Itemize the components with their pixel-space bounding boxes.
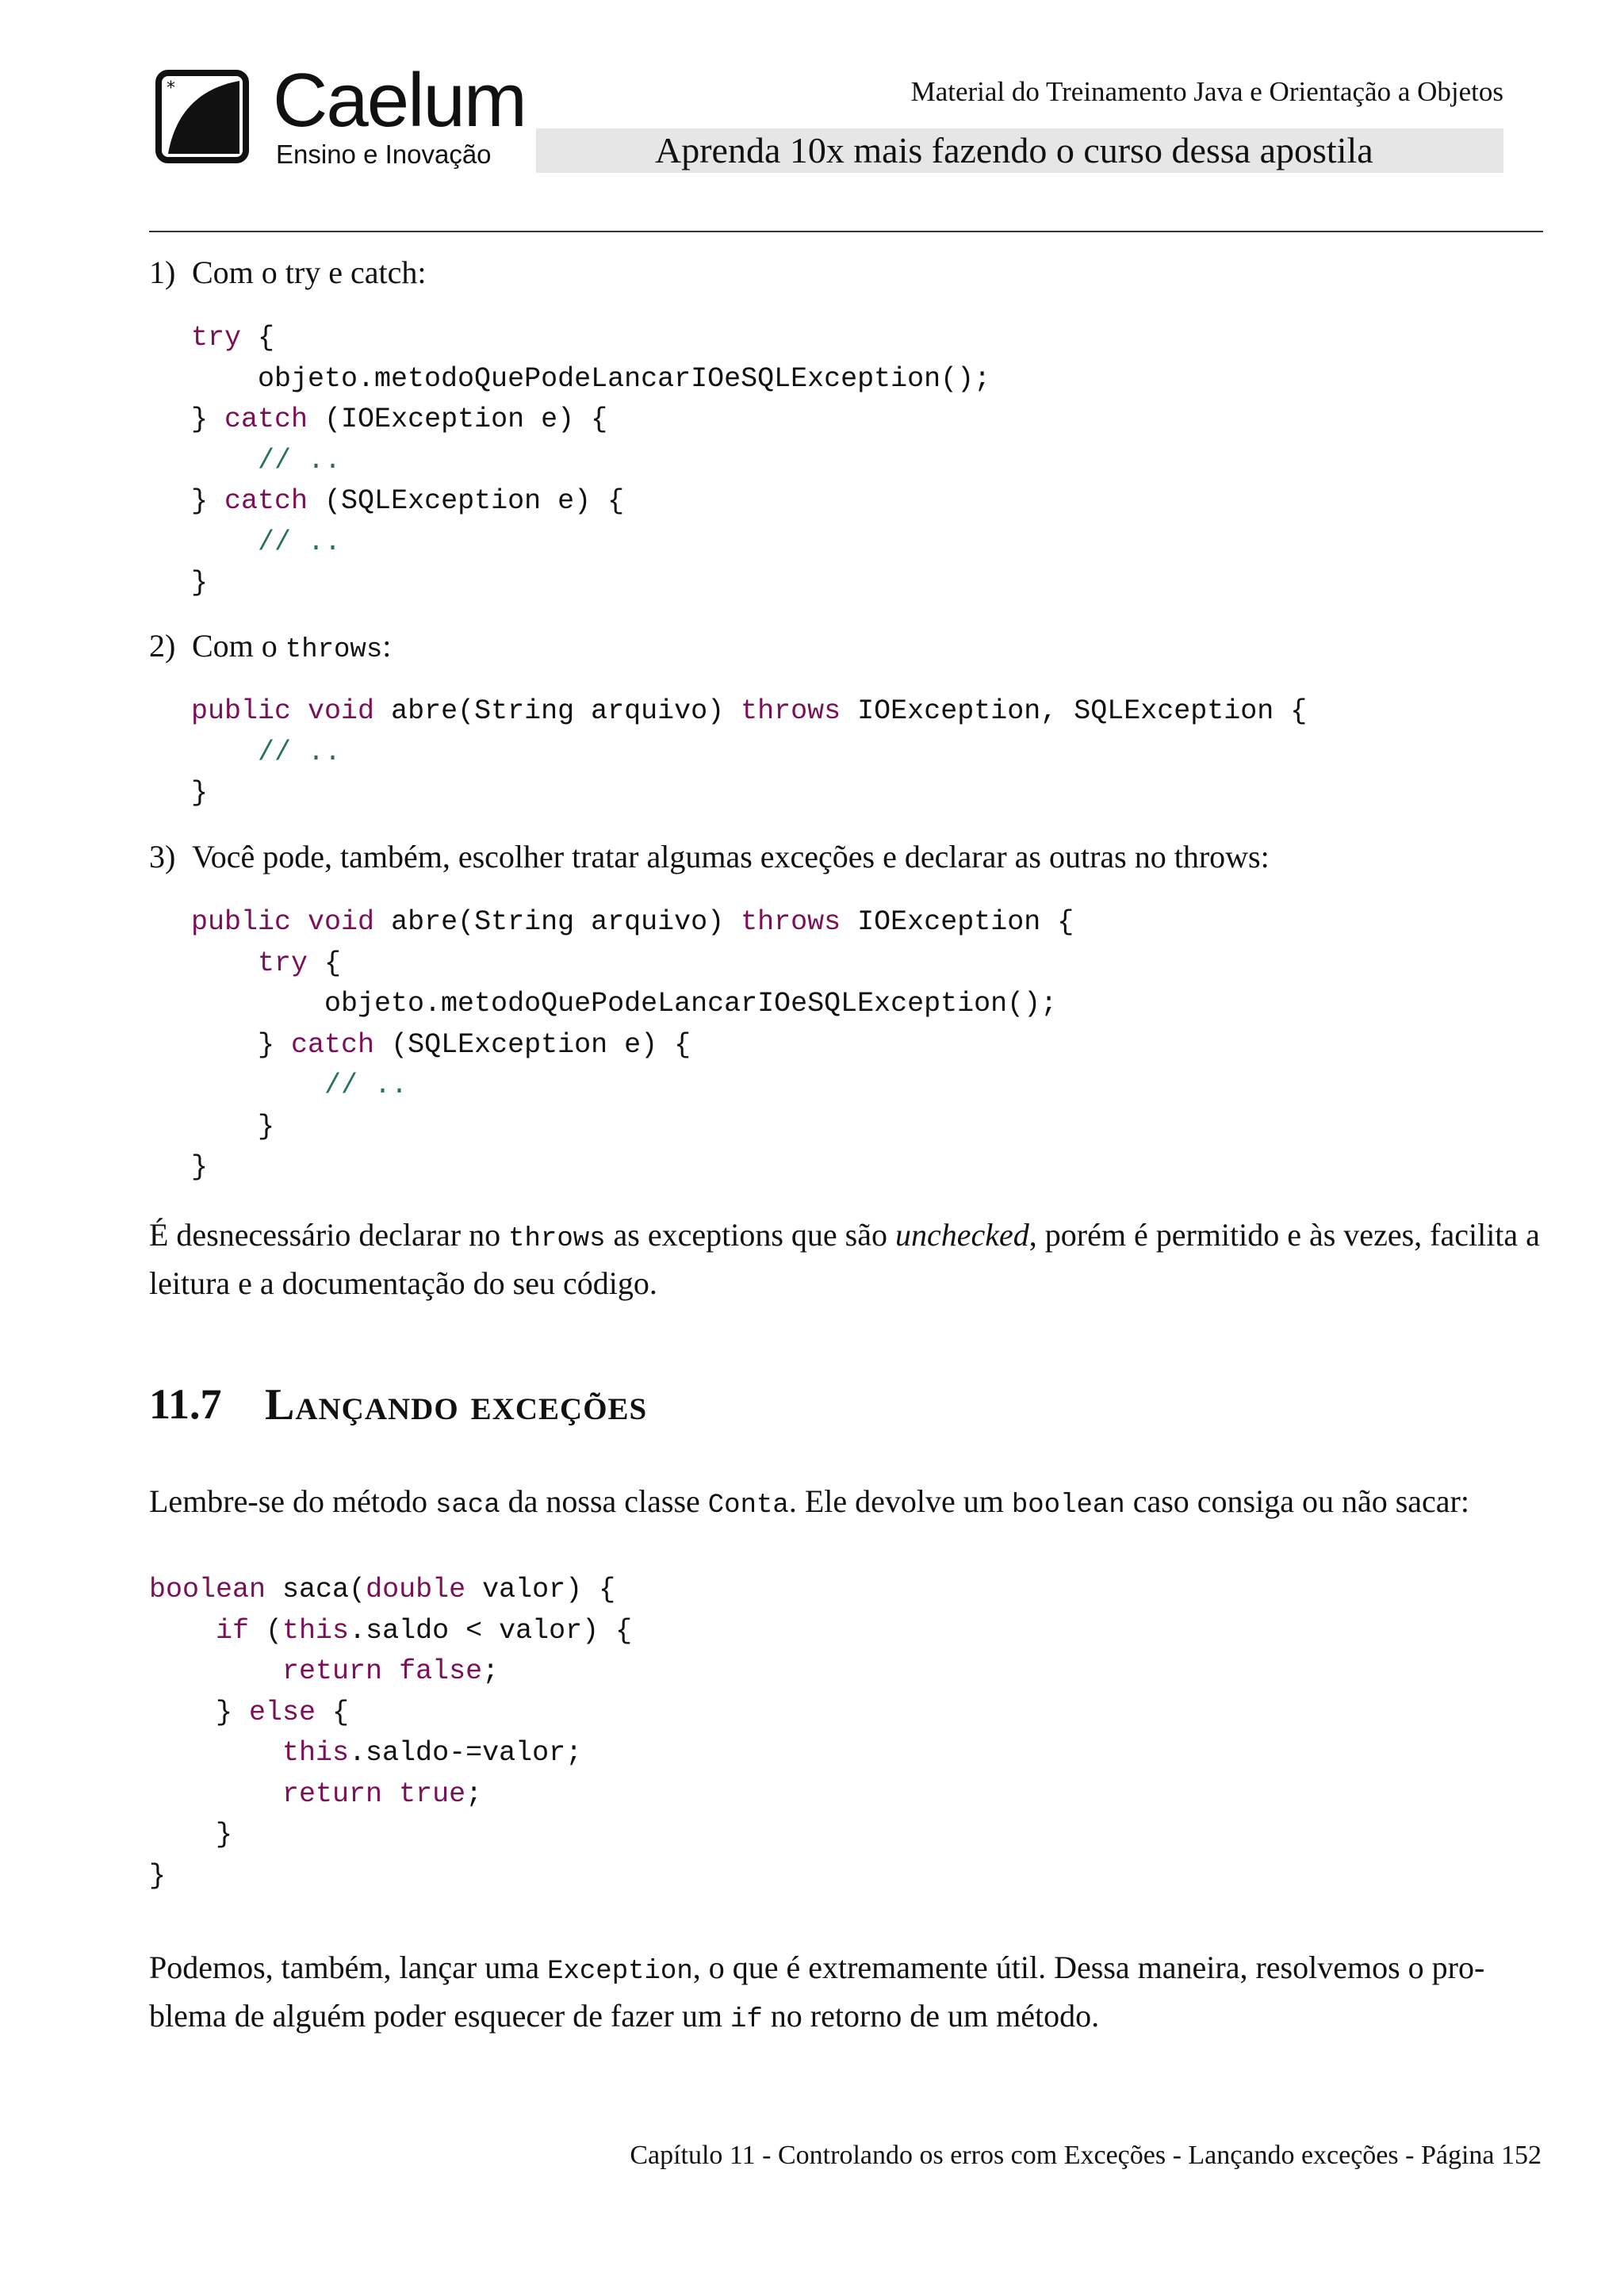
code-line: } catch (IOException e) { [191, 404, 608, 435]
logo-brand-text: Caelum [273, 58, 526, 143]
code-line: } [149, 1859, 167, 1892]
code-line: } catch (SQLException e) { [191, 485, 625, 517]
code-line: return true; [282, 1777, 483, 1810]
code-line: } [191, 1110, 275, 1142]
code-line: if (this.saldo < valor) { [216, 1614, 633, 1647]
list-item-text: Com o try e catch: [192, 254, 427, 290]
code-block-throws [191, 691, 1307, 814]
code-block-try-catch [191, 318, 990, 604]
code-line: public void abre(String arquivo) throws IOException, SQLException { [191, 695, 1308, 727]
paragraph-saca: Lembre-se do método saca da nossa classe Conta. Ele devolve um boolean caso consiga ou não sacar: [149, 1483, 1469, 1521]
code-line: objeto.metodoQuePodeLancarIOeSQLException(); [191, 988, 1058, 1020]
paragraph-unchecked [149, 1213, 1540, 1305]
code-line: } [191, 567, 209, 599]
list-item-text: Com o throws: [192, 628, 392, 665]
code-line: this.saldo-=valor; [282, 1737, 583, 1769]
code-line: } else { [149, 1696, 350, 1728]
section-number: 11.7 [149, 1380, 222, 1428]
code-block-mixed [191, 902, 1074, 1188]
list-number: 1) [149, 254, 176, 290]
list-number: 2) [149, 628, 176, 664]
code-line: objeto.metodoQuePodeLancarIOeSQLException(); [191, 362, 991, 395]
logo-tagline: Ensino e Inovação [276, 140, 492, 169]
paragraph-line: blema de alguém poder esquecer de fazer um if no retorno de um método. [149, 1998, 1100, 2035]
code-line: boolean saca(double valor) { [149, 1574, 616, 1605]
code-block-saca [149, 1570, 632, 1896]
code-line: // .. [324, 1070, 408, 1101]
header-divider [149, 231, 1543, 232]
list-item-text: Você pode, também, escolher tratar algumas exceções e declarar as outras no throws: [192, 839, 1270, 874]
section-title: Lançando exceções [265, 1380, 648, 1429]
page-footer: Capítulo 11 - Controlando os erros com Exceções - Lançando exceções - Página 152 [630, 2141, 1542, 2170]
code-line: // .. [258, 526, 342, 558]
code-line: } [149, 1819, 233, 1850]
caelum-logo-icon [155, 70, 249, 163]
code-line: // .. [258, 444, 342, 476]
code-line: } catch (SQLException e) { [191, 1028, 691, 1061]
code-line: try { [258, 947, 342, 979]
header-banner[interactable] [536, 128, 1503, 173]
svg-text:*: * [167, 78, 175, 98]
list-number: 3) [149, 839, 176, 874]
header-material-title: Material do Treinamento Java e Orientação a Objetos [910, 76, 1503, 107]
code-line: return false; [282, 1655, 500, 1687]
header-banner-text: Aprenda 10x mais fazendo o curso dessa apostila [655, 130, 1373, 170]
code-line: // .. [258, 736, 342, 768]
paragraph-exception [149, 1946, 1484, 2042]
code-line: } [191, 1151, 209, 1183]
code-line: } [191, 777, 209, 809]
code-line: try { [191, 322, 275, 354]
paragraph-line: É desnecessário declarar no throws as exceptions que são unchecked, porém é permitido e às vezes, facilita a [149, 1217, 1540, 1254]
paragraph-line: Podemos, também, lançar uma Exception, o que é extremamente útil. Dessa maneira, resolvemos o pro- [149, 1950, 1485, 1987]
code-line: public void abre(String arquivo) throws IOException { [191, 906, 1074, 938]
section-heading [149, 1380, 648, 1429]
paragraph-line: leitura e a documentação do seu código. [149, 1265, 657, 1301]
